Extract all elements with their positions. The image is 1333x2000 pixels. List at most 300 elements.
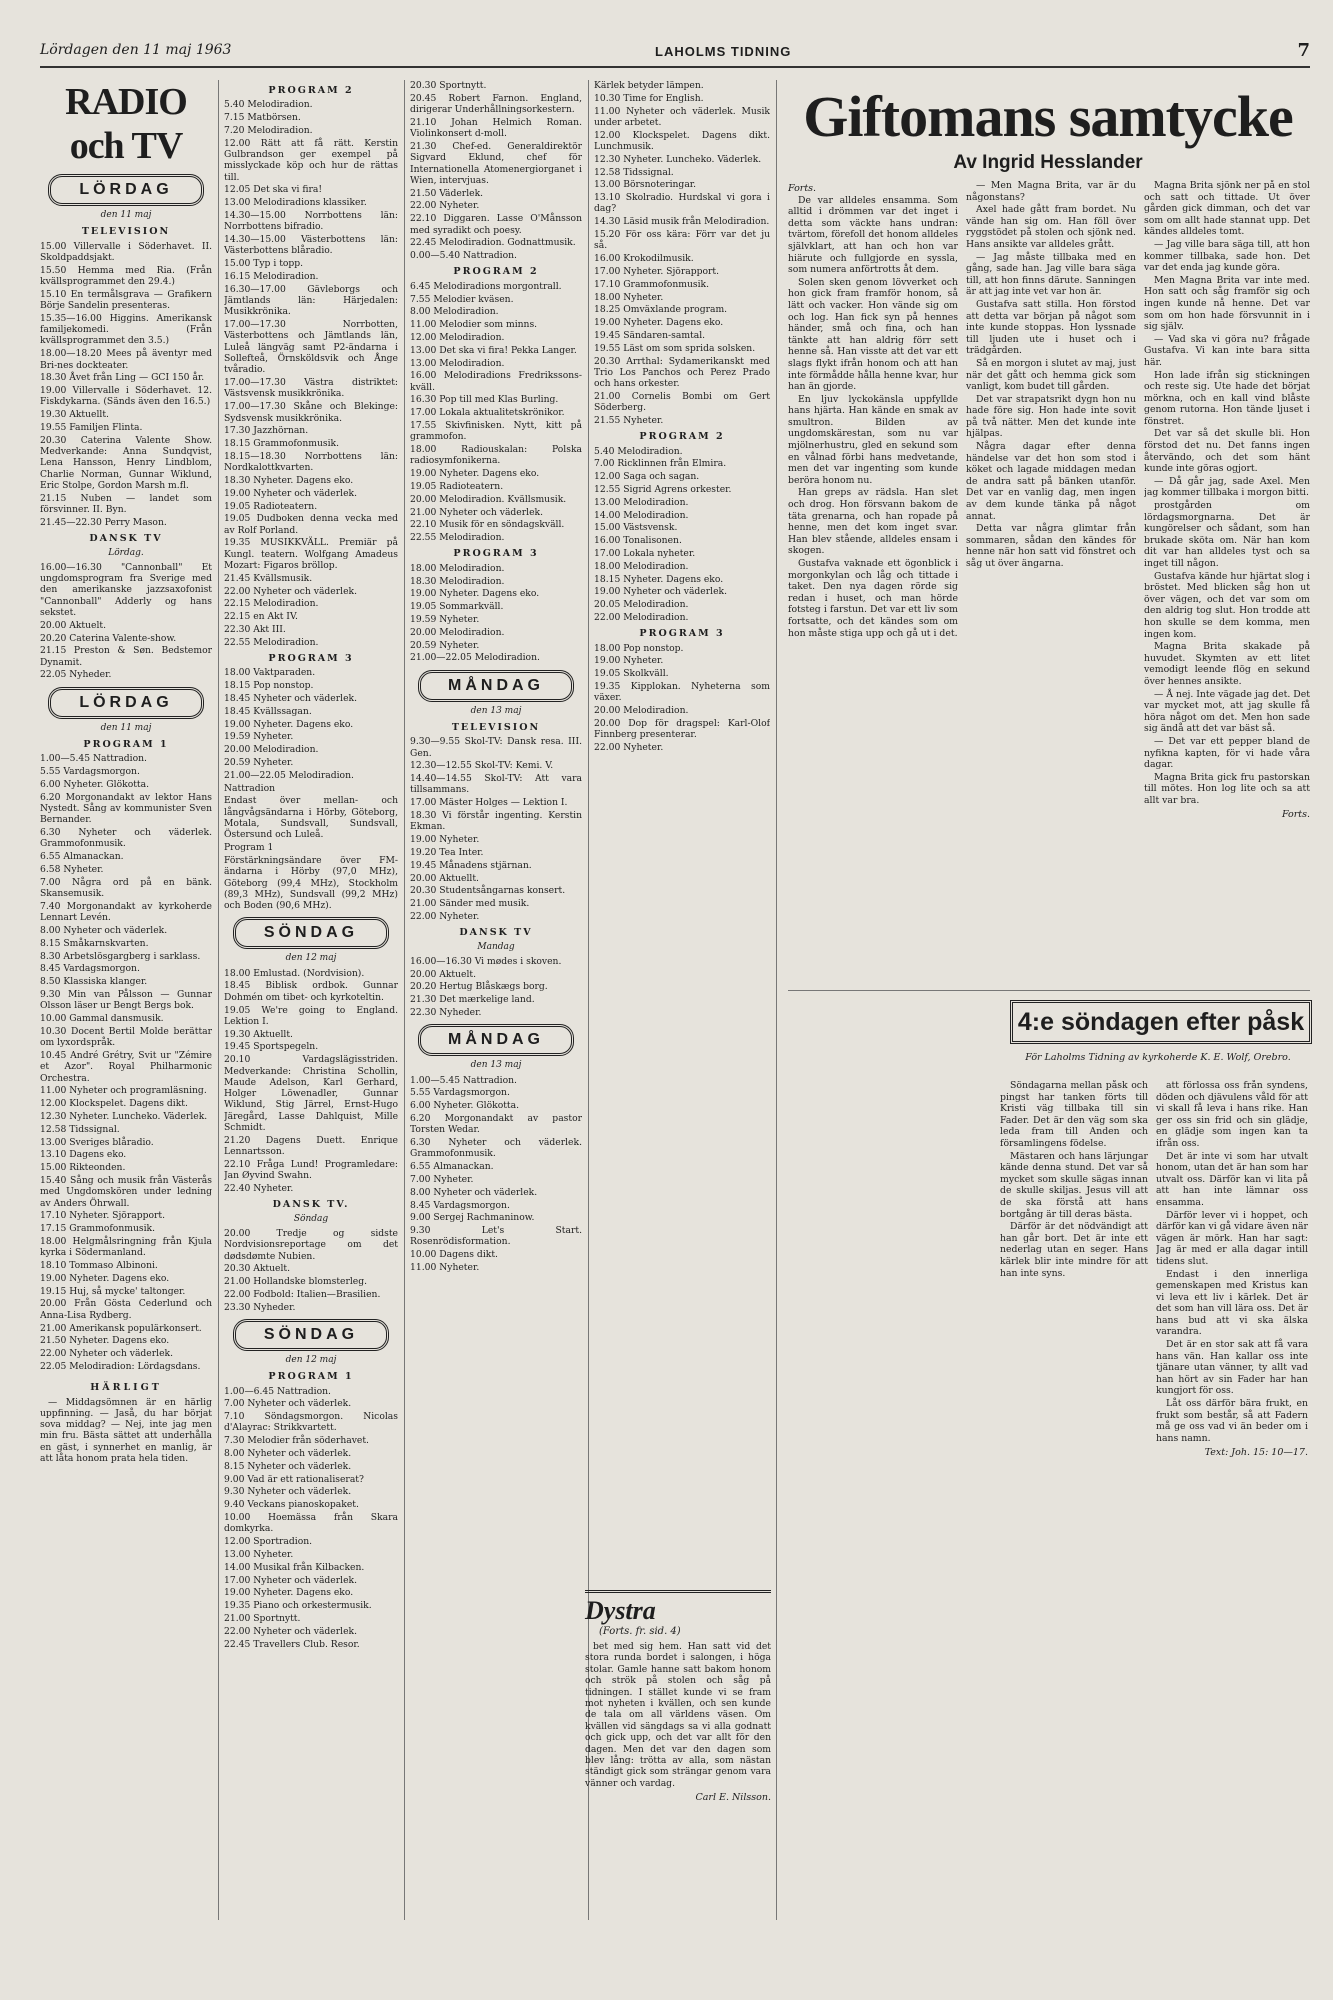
program-item: 21.15 Preston & Søn. Bedstemor Dynamit. xyxy=(40,645,212,668)
program-item: 10.00 Gammal dansmusik. xyxy=(40,1013,164,1025)
program-item: 6.30 Nyheter och väderlek. Grammofonmusik. xyxy=(410,1137,582,1160)
program-item: 14.30 Läsid musik från Melodiradion. xyxy=(594,216,770,228)
program-item: 20.00 Aktuellt. xyxy=(410,872,479,884)
radio-column-4 xyxy=(594,80,770,1570)
article-paragraph: — Vad ska vi göra nu? frågade Gustafva. Vi kan inte bara sitta här. xyxy=(1144,333,1310,368)
article-paragraph: Gustafva satt stilla. Hon förstod att detta var början på något som inte kunde stoppas. Hon lyssnade till ljuden ute i huset och i trädgården. xyxy=(966,298,1136,357)
program-item: 22.45 Melodiradion. Godnattmusik. xyxy=(410,237,576,249)
program-item: 12.00 Melodiradion. xyxy=(410,331,505,343)
program-item: 8.00 Nyheter och väderlek. xyxy=(40,925,168,937)
prog1-list-sunday xyxy=(224,1386,398,1650)
program-item: 7.00 Nyheter. xyxy=(410,1173,474,1185)
radio-column-1 xyxy=(40,80,212,1935)
article-paragraph: Det var så det skulle bli. Hon förstod det nu. Det fanns ingen återvändo, och det som hänt kunde inte göras ogjort. xyxy=(1144,428,1310,475)
program-item: 12.55 Sigrid Agrens orkester. xyxy=(594,484,732,495)
program-item: 18.00 Emlustad. (Nordvision). xyxy=(224,967,365,979)
program-item: 13.00 Sveriges blåradio. xyxy=(40,1136,154,1148)
story-byline: Av Ingrid Hesslander xyxy=(953,152,1143,173)
program-item: 18.00 Vaktparaden. xyxy=(224,667,316,679)
program-item: 16.00—16.30 "Cannonball" Et ungdomsprogram fra Sverige med den amerikanske jazzsaxofonist "Cannonball" Adderly og hans sekstet. xyxy=(40,561,212,618)
program-item: 6.55 Almanackan. xyxy=(410,1161,494,1173)
program-item: 22.00 Nyheter. xyxy=(594,741,664,753)
program-item: 10.00 Dagens dikt. xyxy=(410,1249,498,1261)
program-item: 19.05 Skolkväll. xyxy=(594,668,669,680)
dansk-list-saturday xyxy=(40,562,212,681)
program-item: 17.00—17.30 Skåne och Blekinge: Sydsvensk musikkrönika. xyxy=(224,401,398,424)
sermon-column-a xyxy=(1000,1080,1148,1920)
program-item: 12.30 Nyheter. Luncheko. Väderlek. xyxy=(594,153,762,165)
article-paragraph: Detta var några glimtar från sommaren, sådan den kändes för henne när hon satt vid fönstret och såg ut över ängarna. xyxy=(966,523,1136,569)
program-item: 21.00 Cornelis Bombi om Gert Söderberg. xyxy=(594,390,770,414)
program-item: 16.30—17.00 Gävleborgs och Jämtlands län: Härjedalen: Musikkrönika. xyxy=(224,283,398,318)
program-item: 19.55 Familjen Flinta. xyxy=(40,422,143,434)
program-item: 12.00 Sportradion. xyxy=(224,1536,313,1548)
section-head-prog2-sunday: PROGRAM 2 xyxy=(453,266,539,278)
program-item: 20.20 Caterina Valente-show. xyxy=(40,632,177,644)
program-item: 21.15 Nuben — landet som försvinner. II. Byn. xyxy=(40,492,212,516)
program-item: 22.00 Melodiradion. xyxy=(594,611,689,623)
program-item: 20.45 Robert Farnon. England, dirigerar Underhållningsorkestern. xyxy=(410,92,582,116)
program-item: 1.00—5.45 Nattradion. xyxy=(410,1074,517,1086)
program-item: 7.20 Melodiradion. xyxy=(224,124,313,136)
program-item: 19.05 Sommarkväll. xyxy=(410,601,504,613)
program-item: 19.45 Sändaren-samtal. xyxy=(594,329,706,341)
program-item: 20.30 Aktuelt. xyxy=(224,1263,291,1275)
program-item: 21.00 Amerikansk populärkonsert. xyxy=(40,1322,202,1334)
article-paragraph: prostgården om lördagsmorgnarna. Det är kungörelser och sådant, som han brukade sköta om. När han kom dit var han alldeles tyst och sa inget till någon. xyxy=(1144,500,1310,569)
program-item: 6.58 Nyheter. xyxy=(40,864,104,876)
program-item: 22.40 Nyheter. xyxy=(224,1183,294,1195)
program-item: 9.30 Min van Pålsson — Gunnar Olsson läser ur Bengt Bergs bok. xyxy=(40,989,212,1012)
prog2-list xyxy=(224,99,398,648)
article-paragraph: Så en morgon i slutet av maj, just när det gått och hemma gick som vanligt, kom budet till gården. xyxy=(966,357,1136,393)
prog3-monday-list xyxy=(594,643,770,754)
article-paragraph: Gustafva vaknade ett ögonblick i morgonkylan och låg och tittade i taket. Den nya dagen rörde sig redan i huset, och man hörde fotsteg i farstun. Det var ett liv som fortsatte, och det kändes som om hon måste stiga upp och gå ut i det. xyxy=(788,558,958,639)
program-item: 18.00—18.20 Mees på äventyr med Bri-nes dockteater. xyxy=(40,348,212,371)
section-rule xyxy=(788,990,1310,991)
program-item: 17.30 Jazzhörnan. xyxy=(224,425,309,437)
program-item: 21.50 Väderlek. xyxy=(410,187,484,199)
section-head-prog2-monday: PROGRAM 2 xyxy=(639,431,725,443)
dystra-author: Carl E. Nilsson. xyxy=(695,1792,771,1804)
program-item: 21.50 Nyheter. Dagens eko. xyxy=(40,1335,170,1347)
program-item: 18.45 Nyheter och väderlek. xyxy=(224,693,358,705)
program-item: 0.00—5.40 Nattradion. xyxy=(410,250,517,262)
section-head-dansk: DANSK TV xyxy=(89,533,163,545)
program-item: 19.00 Villervalle i Söderhavet. 12. Fiskdykarna. (Sänds även den 16.5.) xyxy=(40,385,212,408)
dansk-monday-sub: Mandag xyxy=(477,941,515,952)
program-item: 15.50 Hemma med Ria. (Från kvällsprogrammet den 29.4.) xyxy=(40,264,212,287)
day-box-sunday: SÖNDAG xyxy=(233,917,389,949)
program-item: 18.15 Nyheter. Dagens eko. xyxy=(594,573,724,585)
section-head-prog3: PROGRAM 3 xyxy=(268,653,354,665)
section-head-dansk-sunday: DANSK TV. xyxy=(272,1199,350,1211)
program-item: 19.00 Nyheter. Dagens eko. xyxy=(594,317,724,329)
program-item: 20.30 Caterina Valente Show. Medverkande: Anna Sundqvist, Lena Hansson, Henry Lindblom, Charlie Norman, Gunnar Wiklund, Eric Stolpe, Gordon Marsh m.fl. xyxy=(40,434,212,492)
program-item: 20.00 Melodiradion. xyxy=(224,744,319,756)
sunday-date: den 12 maj xyxy=(285,953,337,964)
program-item: 7.10 Söndagsmorgon. Nicolas d'Alayrac: Strikkvartett. xyxy=(224,1411,398,1434)
program-item: 18.30 Melodiradion. xyxy=(410,575,505,587)
tv-list-monday xyxy=(410,736,582,922)
program-item: 22.55 Melodiradion. xyxy=(224,636,319,648)
sermon-paragraphs-c xyxy=(1156,1269,1308,1445)
program-item: 20.00 Melodiradion. xyxy=(410,626,505,638)
program-item: 19.15 Huj, så mycke' taltonger. xyxy=(40,1285,186,1297)
program-item: 12.30—12.55 Skol-TV: Kemi. V. xyxy=(410,760,554,772)
program-item: 22.30 Nyheder. xyxy=(410,1006,482,1018)
program-item: 10.30 Time for English. xyxy=(594,92,704,104)
program-item: 12.00 Klockspelet. Dagens dikt. Lunchmusik. xyxy=(594,129,770,152)
sermon-text-ref: Text: Joh. 15: 10—17. xyxy=(1204,1447,1308,1459)
monday-date: den 13 maj xyxy=(470,705,522,716)
program-item: 20.10 Vardagslägisstriden. Medverkande: Christina Schollin, Maude Adelson, Karl Gerhard, Holger Löwenadler, Gunnar Wiklund, Stig Järrel, Ernst-Hugo Järegård, Lasse Dahlquist, Mille Schmidt. xyxy=(224,1054,398,1134)
program-item: Endast över mellan- och långvågsändarna i Hörby, Göteborg, Motala, Sundsvall, Sundsvall, Östersund och Luleå. xyxy=(224,795,398,841)
program-item: 16.00 Melodiradions Fredrikssons-kväll. xyxy=(410,370,582,393)
program-item: 6.20 Morgonandakt av pastor Torsten Wedar. xyxy=(410,1112,582,1136)
issue-date: Lördagen den 11 maj 1963 xyxy=(40,42,232,58)
program-item: 19.00 Nyheter. xyxy=(594,655,664,667)
program-item: 7.15 Matbörsen. xyxy=(224,112,301,124)
program-item: 15.00 Typ i topp. xyxy=(224,258,304,270)
article-paragraph: Det är inte vi som har utvalt honom, utan det är han som har utvalt oss. Därför kan vi lita på att han inte lämnar oss ensamma. xyxy=(1156,1150,1308,1208)
section-head-prog3-sunday: PROGRAM 3 xyxy=(453,548,539,560)
program-item: 9.00 Vad är ett rationaliserat? xyxy=(224,1473,364,1485)
program-item: 22.05 Melodiradion: Lördagsdans. xyxy=(40,1360,201,1372)
program-item: 22.15 en Akt IV. xyxy=(224,611,298,623)
article-paragraph: Några dagar efter denna händelse var det hon som stod i köket och lagade middagen medan de andra satt på bänken utanför. Det var en vanlig dag, men ingen av dem kunde tänka på något annat. xyxy=(966,441,1136,522)
program-item: 19.30 Aktuellt. xyxy=(224,1028,293,1040)
story-column-b xyxy=(966,180,1136,980)
program-item: 19.05 Radioteatern. xyxy=(410,481,504,492)
program-item: 17.00 Mäster Holges — Lektion I. xyxy=(410,797,568,809)
program-item: 9.40 Veckans pianoskopaket. xyxy=(224,1499,359,1511)
program-item: 20.59 Nyheter. xyxy=(224,757,294,769)
program-item: 20.00 Från Gösta Cederlund och Anna-Lisa Rydberg. xyxy=(40,1298,212,1321)
program-item: 20.00 Melodiradion. Kvällsmusik. xyxy=(410,493,567,505)
program-item: 17.10 Grammofonmusik. xyxy=(594,278,710,290)
program-item: 14.30—15.00 Västerbottens län: Västerbottens blåradio. xyxy=(224,234,398,257)
program-item: 18.10 Tommaso Albinoni. xyxy=(40,1260,158,1272)
program-item: 13.00 Melodiradions klassiker. xyxy=(224,197,367,209)
program-item: 18.00 Helgmålsringning från Kjula kyrka i Södermanland. xyxy=(40,1235,212,1259)
program-item: 20.30 Studentsångarnas konsert. xyxy=(410,885,566,897)
program-item: 18.45 Biblisk ordbok. Gunnar Dohmén om tibet- och kyrkoteltin. xyxy=(224,980,398,1003)
program-item: 6.30 Nyheter och väderlek. Grammofonmusik. xyxy=(40,827,212,850)
article-paragraph: De var alldeles ensamma. Som alltid i drömmen var det inget i detta som väckte hans undran: tvärtom, förefoll det honom alldeles självklart, att han och hon var hiärute och fullgjorde en syssla, som numera anförtrotts åt dem. xyxy=(788,194,958,276)
program-item: 14.40—14.55 Skol-TV: Att vara tillsammans. xyxy=(410,773,582,796)
article-paragraph: — Men Magna Brita, var är du någonstans? xyxy=(966,180,1136,203)
masthead xyxy=(40,38,1310,68)
tv-list-saturday xyxy=(40,241,212,529)
program-item: 19.00 Nyheter. Dagens eko. xyxy=(224,1587,354,1599)
article-paragraph: Gustafva kände hur hjärtat slog i bröstet. Med blicken såg hon ut över vägen, och det var som om den aldrig tog slut. Hon trodde att hon skulle se dem komma, men ingen kom. xyxy=(1144,570,1310,640)
program-item: 12.00 Rätt att få rätt. Kerstin Gulbrandson ger exempel på misslyckade köp och hur de rättas till. xyxy=(224,137,398,183)
program-item: 12.00 Saga och sagan. xyxy=(594,471,700,483)
day-date-2: den 11 maj xyxy=(100,722,152,733)
dansk-sunday-sub: Söndag xyxy=(293,1213,329,1224)
program-item: 22.00 Nyheter och väderlek. xyxy=(224,585,358,597)
article-paragraph: — Det var ett pepper bland de nyfikna kapten, för vi hade våra dagar. xyxy=(1144,735,1310,771)
article-paragraph: Mästaren och hans lärjungar kände denna stund. Det var så mycket som skulle sägas innan de skulle skiljas. Jesus vill att de ska förstå att hans bortgång är till deras bästa. xyxy=(1000,1150,1148,1220)
program-item: 19.00 Nyheter. Dagens eko. xyxy=(224,718,354,730)
program-item: 19.45 Månadens stjärnan. xyxy=(410,859,532,871)
monday-date-2: den 13 maj xyxy=(470,1060,522,1071)
program-item: 17.00 Lokala nyheter. xyxy=(594,547,696,559)
program-item: 20.05 Melodiradion. xyxy=(594,599,689,611)
program-item: 13.00 Nyheter. xyxy=(224,1548,294,1560)
program-item: 8.00 Nyheter och väderlek. xyxy=(410,1186,538,1198)
program-item: 21.10 Johan Helmich Roman. Violinkonsert d-moll. xyxy=(410,116,582,140)
story-paragraphs-a xyxy=(788,195,958,640)
article-paragraph: Axel hade gått fram bordet. Nu vände han sig om. Han föll över ryggstödet på stolen och sjönk ned. Hans ansikte var alldeles grått. xyxy=(966,204,1136,250)
day-box-saturday: LÖRDAG xyxy=(48,174,204,206)
program-item: 19.59 Nyheter. xyxy=(224,731,294,743)
dystra-text: bet med sig hem. Han satt vid det stora runda bordet i salongen, i höga stolar. Gamle hanne satt bakom honom och strök på stolen och såg på tidningen. I stället kunde vi se fram mot nyheten i kvällen, och sen kunde de tala om all världens väsen. Om kvällen vid sängdags sa vi alla godnatt och gick upp, och det var allt för den dagen. Men det var den dagen som blev lång: trötta av alla, som nästan ständigt gick som strängar genom vara vänner och vardag. xyxy=(585,1641,771,1789)
program-item: 19.05 Radioteatern. xyxy=(224,500,318,512)
sermon-paragraphs-b xyxy=(1156,1080,1308,1268)
harligt-head: HÄRLIGT xyxy=(90,1382,162,1394)
program-item: 10.30 Docent Bertil Molde berättar om lyxordspråk. xyxy=(40,1025,212,1049)
program-item: 7.40 Morgonandakt av kyrkoherde Lennart Levén. xyxy=(40,900,212,924)
program-item: 10.45 André Grétry, Svit ur "Zémire et Azor". Royal Philharmonic Orchestra. xyxy=(40,1050,212,1084)
program-item: 13.00 Melodiradion. xyxy=(594,496,689,508)
program-item: 5.55 Vardagsmorgon. xyxy=(40,766,140,778)
program-item: 14.00 Melodiradion. xyxy=(594,509,689,521)
day-box-monday-2: MÅNDAG xyxy=(418,1024,574,1056)
section-head-tv-monday: TELEVISION xyxy=(451,721,541,733)
program-item: 21.20 Dagens Duett. Enrique Lennartsson. xyxy=(224,1134,398,1158)
program-item: 18.25 Omväxlande program. xyxy=(594,304,728,316)
program-item: 17.00 Lokala aktualitetskrönikor. xyxy=(410,407,565,419)
program-item: 19.00 Nyheter och väderlek. xyxy=(224,487,358,499)
program-item: Program 1 xyxy=(224,842,274,854)
program-item: 22.00 Nyheter och väderlek. xyxy=(224,1625,358,1637)
day-date: den 11 maj xyxy=(100,210,152,220)
program-item: 1.00—6.45 Nattradion. xyxy=(224,1385,331,1397)
program-item: 22.05 Nyheder. xyxy=(40,669,112,681)
program-item: 19.00 Nyheter. Dagens eko. xyxy=(410,468,540,480)
dansk-list-sunday xyxy=(224,1228,398,1313)
program-item: 1.00—5.45 Nattradion. xyxy=(40,753,147,765)
program-item: 13.10 Dagens eko. xyxy=(40,1149,127,1161)
story-column-a xyxy=(788,180,958,980)
program-item: 14.00 Musikal från Kilbacken. xyxy=(224,1561,365,1573)
story-end-mark: Forts. xyxy=(1281,809,1310,821)
program-item: 9.00 Sergej Rachmaninow. xyxy=(410,1212,535,1224)
program-item: 15.00 Rikteonden. xyxy=(40,1162,126,1174)
program-item: 17.10 Nyheter. Sjörapport. xyxy=(40,1210,165,1222)
program-item: 21.00—22.05 Melodiradion. xyxy=(224,769,354,781)
dystra-section xyxy=(585,1590,771,1803)
program-item: 19.35 Piano och orkestermusik. xyxy=(224,1600,372,1612)
program-item: 8.00 Nyheter och väderlek. xyxy=(224,1448,352,1460)
article-paragraph: Hon lade ifrån sig stickningen och reste sig. Ute hade det börjat mörkna, och en kall vind blåste genom rutorna. Hon tände ljuset i fönstret. xyxy=(1144,369,1310,427)
program-item: 20.00 Melodiradion. xyxy=(594,705,689,717)
program-item: 21.30 Chef-ed. Generaldirektör Sigvard Eklund, chef för Internationella Atomenergiorganet i Wien, intervjuas. xyxy=(410,140,582,186)
program-item: 19.30 Aktuellt. xyxy=(40,409,109,421)
program-item: 22.00 Nyheter. xyxy=(410,200,480,212)
article-paragraph: att förlossa oss från syndens, döden och djävulens våld för att vi skall få leva i hans rike. Han ger oss sin frid och sin glädje, en glädje som ingen kan ta ifrån oss. xyxy=(1156,1080,1308,1149)
program-item: 20.00 Dop för dragspel: Karl-Olof Finnberg presenterar. xyxy=(594,717,770,741)
program-item: 10.00 Hoemässa från Skara domkyrka. xyxy=(224,1512,398,1535)
program-item: 16.00 Tonalisonen. xyxy=(594,535,682,547)
program-item: Förstärkningsändare över FM-ändarna i Hörby (97,0 MHz), Göteborg (99,4 MHz), Stockholm (89,3 MHz), Sundsvall (99,2 MHz) och Boden (90,6 MHz). xyxy=(224,854,398,912)
program-item: 19.00 Nyheter och väderlek. xyxy=(594,586,728,598)
prog3-sunday-list xyxy=(410,563,582,664)
program-item: 6.00 Nyheter. Glökotta. xyxy=(40,778,150,790)
program-item: 13.10 Skolradio. Hurdskal vi gora i dag? xyxy=(594,192,770,215)
program-item: 18.00 Nyheter. xyxy=(594,291,664,303)
program-item: 18.45 Kvällssagan. xyxy=(224,705,312,717)
program-item: Nattradion xyxy=(224,782,276,794)
program-item: 13.00 Börsnoteringar. xyxy=(594,179,697,191)
story-paragraphs-b xyxy=(966,180,1136,570)
program-item: 21.45—22.30 Perry Mason. xyxy=(40,516,167,528)
program-item: 7.00 Ricklinnen från Elmira. xyxy=(594,458,727,470)
program-item: 21.00 Sänder med musik. xyxy=(410,898,530,910)
sermon-title-box: 4:e söndagen efter påsk xyxy=(1010,1000,1312,1044)
section-head-dansk-monday: DANSK TV xyxy=(459,927,533,939)
program-item: 5.55 Vardagsmorgon. xyxy=(410,1087,510,1099)
program-item: 22.00 Nyheter och väderlek. xyxy=(40,1348,174,1360)
section-head-prog3-monday: PROGRAM 3 xyxy=(639,628,725,640)
program-item: 11.00 Nyheter och programläsning. xyxy=(40,1085,207,1097)
program-item: 22.30 Akt III. xyxy=(224,624,286,636)
program-item: 8.15 Nyheter och väderlek. xyxy=(224,1460,352,1472)
program-item: 21.00 Hollandske blomsterleg. xyxy=(224,1276,368,1288)
article-paragraph: — Å nej. Inte vägade jag det. Det var mycket mot, att jag skulle få höra något om det. Men hon sade sig ändå att det var bäst så. xyxy=(1144,688,1310,735)
program-item: 22.15 Melodiradion. xyxy=(224,598,319,610)
program-item: 9.30 Nyheter och väderlek. xyxy=(224,1486,352,1498)
program-item: 16.15 Melodiradion. xyxy=(224,270,319,282)
program-item: 19.55 Läst om som sprida solsken. xyxy=(594,342,756,354)
program-item: 18.00 Pop nonstop. xyxy=(594,642,684,654)
dystra-title: Dystra xyxy=(585,1590,771,1626)
program-item: 21.00 Nyheter och väderlek. xyxy=(410,506,544,518)
program-item: 8.45 Vardagsmorgon. xyxy=(410,1199,510,1211)
program-item: 20.30 Sportnytt. xyxy=(410,80,487,91)
story-title: Giftomans samtycke xyxy=(803,84,1293,149)
program-item: Kärlek betyder lämpen. xyxy=(594,80,704,91)
program-item: 19.05 Dudboken denna vecka med av Rolf Porland. xyxy=(224,513,398,536)
program-item: 8.30 Arbetslösgargberg i sarklass. xyxy=(40,950,201,962)
program-item: 14.30—15.00 Norrbottens län: Norrbottens bifradio. xyxy=(224,209,398,233)
article-paragraph: Magna Brita sjönk ner på en stol och satt och tittade. Ut över gården gick dimman, och det var som om allt hade stannat upp. Det kändes alldeles tomt. xyxy=(1144,180,1310,238)
program-item: 19.00 Nyheter. Dagens eko. xyxy=(40,1272,170,1284)
program-item: 21.30 Det mærkelige land. xyxy=(410,994,535,1006)
program-item: 6.45 Melodiradions morgontrall. xyxy=(410,280,562,292)
program-item: 18.15—18.30 Norrbottens län: Nordkalottkvarten. xyxy=(224,450,398,474)
program-item: 19.35 Kipplokan. Nyheterna som växer. xyxy=(594,680,770,704)
day-box-monday: MÅNDAG xyxy=(418,670,574,702)
program-item: 17.00 Nyheter och väderlek. xyxy=(224,1574,358,1586)
dystra-continued: (Forts. fr. sid. 4) xyxy=(599,1626,681,1637)
program-item: 11.00 Melodier som minns. xyxy=(410,319,538,331)
program-item: 20.30 Arrthal: Sydamerikanskt med Trio Los Panchos och Perez Prado och hans orkester. xyxy=(594,355,770,390)
prog2-sunday-list xyxy=(410,281,582,544)
program-item: 8.00 Melodiradion. xyxy=(410,306,499,318)
program-item: 22.00 Fodbold: Italien—Brasilien. xyxy=(224,1288,381,1300)
article-paragraph: Låt oss därför bära frukt, en frukt som består, så att Fadern må ge oss vad vi än beder om i hans namn. xyxy=(1156,1398,1308,1444)
program-item: 16.30 Pop till med Klas Burling. xyxy=(410,394,559,406)
section-head-prog1: PROGRAM 1 xyxy=(83,739,169,751)
program-item: 7.55 Melodier kväsen. xyxy=(410,293,514,305)
story-paragraphs-c xyxy=(1144,180,1310,499)
prog1-list-monday xyxy=(410,1075,582,1274)
article-paragraph: — Jag måste tillbaka med en gång, sade han. Jag ville bara säga till, att hon finns därute. Sanningen är att jag inte vet var hon är. xyxy=(966,251,1136,298)
program-item: 11.00 Nyheter. xyxy=(410,1262,480,1274)
program-item: 20.20 Hertug Blåskægs borg. xyxy=(410,981,548,993)
program-item: 22.45 Travellers Club. Resor. xyxy=(224,1638,360,1650)
program-item: 19.45 Sportspegeln. xyxy=(224,1041,319,1053)
story-paragraphs-d xyxy=(1144,500,1310,806)
program-item: 19.00 Nyheter. Dagens eko. xyxy=(410,588,540,600)
program-item: 15.35—16.00 Higgins. Amerikansk familjekomedi. (Från kvällsprogrammet den 3.5.) xyxy=(40,312,212,347)
program-item: 6.55 Almanackan. xyxy=(40,851,124,863)
program-item: 5.40 Melodiradion. xyxy=(224,99,313,111)
program-item: 21.55 Nyheter. xyxy=(594,415,664,427)
radio-column-3 xyxy=(410,80,582,1935)
program-item: 19.00 Nyheter. xyxy=(410,834,480,846)
program-item: 21.45 Kvällsmusik. xyxy=(224,572,313,584)
program-item: 12.00 Klockspelet. Dagens dikt. xyxy=(40,1098,188,1110)
column-rule xyxy=(218,80,219,1920)
dansk-list-monday xyxy=(410,956,582,1018)
program-item: 7.00 Några ord på en bänk. Skansemusik. xyxy=(40,876,212,900)
program-item: 11.00 Nyheter och väderlek. Musik under arbetet. xyxy=(594,105,770,128)
prog1-list-saturday xyxy=(40,753,212,1372)
program-item: 15.20 För oss kära: Förr var det ju så. xyxy=(594,229,770,252)
program-item: 23.30 Nyheder. xyxy=(224,1301,296,1313)
sermon-subtitle: För Laholms Tidning av kyrkoherde K. E. Wolf, Orebro. xyxy=(1025,1052,1291,1063)
article-paragraph: Magna Brita skakade på huvudet. Skymten av ett litet vemodigt leende flög en sekund över hennes ansikte. xyxy=(1144,641,1310,687)
program-item: 17.00—17.30 Västra distriktet: Västsvensk musikkrönika. xyxy=(224,377,398,400)
program-item: 6.00 Nyheter. Glökotta. xyxy=(410,1100,520,1112)
program-item: 17.15 Grammofonmusik. xyxy=(40,1223,156,1235)
radio-tv-title: RADIO och TV xyxy=(65,81,187,167)
program-item: 19.59 Nyheter. xyxy=(410,613,480,625)
section-head-prog2: PROGRAM 2 xyxy=(268,85,354,96)
article-paragraph: Han greps av rädsla. Han slet och drog. Hon försvann bakom de täta grenarna, och han ropade på henne, men det kom inget svar. Han blev stående, alldeles ensam i skogen. xyxy=(788,487,958,557)
day-box-saturday-2: LÖRDAG xyxy=(48,687,204,719)
section-head-tv: TELEVISION xyxy=(81,226,171,238)
program-item: 7.00 Nyheter och väderlek. xyxy=(224,1398,352,1410)
program-item: 18.15 Grammofonmusik. xyxy=(224,438,340,450)
day-box-sunday-2: SÖNDAG xyxy=(233,1319,389,1351)
program-item: 15.40 Sång och musik från Västerås med Ungdomskören under ledning av Anders Öhrwall. xyxy=(40,1174,212,1209)
program-item: 6.20 Morgonandakt av lektor Hans Nystedt. Sång av kommunister Sven Bernander. xyxy=(40,791,212,826)
article-paragraph: Endast i den innerliga gemenskapen med Kristus kan vi leva ett liv i kärlek. Det är det som han vill lära oss. Det är hans bud att vi ska älska varandra. xyxy=(1156,1268,1308,1338)
story-column-c xyxy=(1144,180,1310,950)
program-item: 8.15 Småkarnskvarten. xyxy=(40,937,149,949)
story-cont-mark: Forts. xyxy=(788,183,817,194)
program-item: 20.00 Tredje og sidste Nordvisionsreportage om det dødsdømte Nubien. xyxy=(224,1227,398,1262)
program-item: 19.35 MUSIKKVÄLL. Premiär på Kungl. teatern. Wolfgang Amadeus Mozart: Figaros bröllop. xyxy=(224,537,398,572)
program-item: 17.55 Skivfinisken. Nytt, kitt på grammofon. xyxy=(410,420,582,443)
monday-continued-list xyxy=(594,80,770,426)
program-item: 15.00 Västsvensk. xyxy=(594,522,678,534)
column-rule xyxy=(776,80,777,1920)
sermon-column-b xyxy=(1156,1080,1308,1920)
program-item: 18.00 Melodiradion. xyxy=(594,560,689,572)
article-paragraph: En ljuv lyckokänsla uppfyllde hans hjärta. Han kände en smak av smultron. Bilden av ungdomskärestan, som nu var mjölnerhustru, gled en sekund som en vålnad förbi hans medvetande, men det var ingenting som kunde beröra honom nu. xyxy=(788,393,958,486)
program-item: 18.00 Radiouskalan: Polska radiosymfonikerna. xyxy=(410,444,582,467)
paper-name: LAHOLMS TIDNING xyxy=(655,44,792,59)
program-item: 7.30 Melodier från söderhavet. xyxy=(224,1435,369,1447)
program-item: 18.30 Vi förstår ingenting. Kerstin Ekman. xyxy=(410,810,582,833)
program-item: 19.05 We're going to England. Lektion I. xyxy=(224,1004,398,1027)
